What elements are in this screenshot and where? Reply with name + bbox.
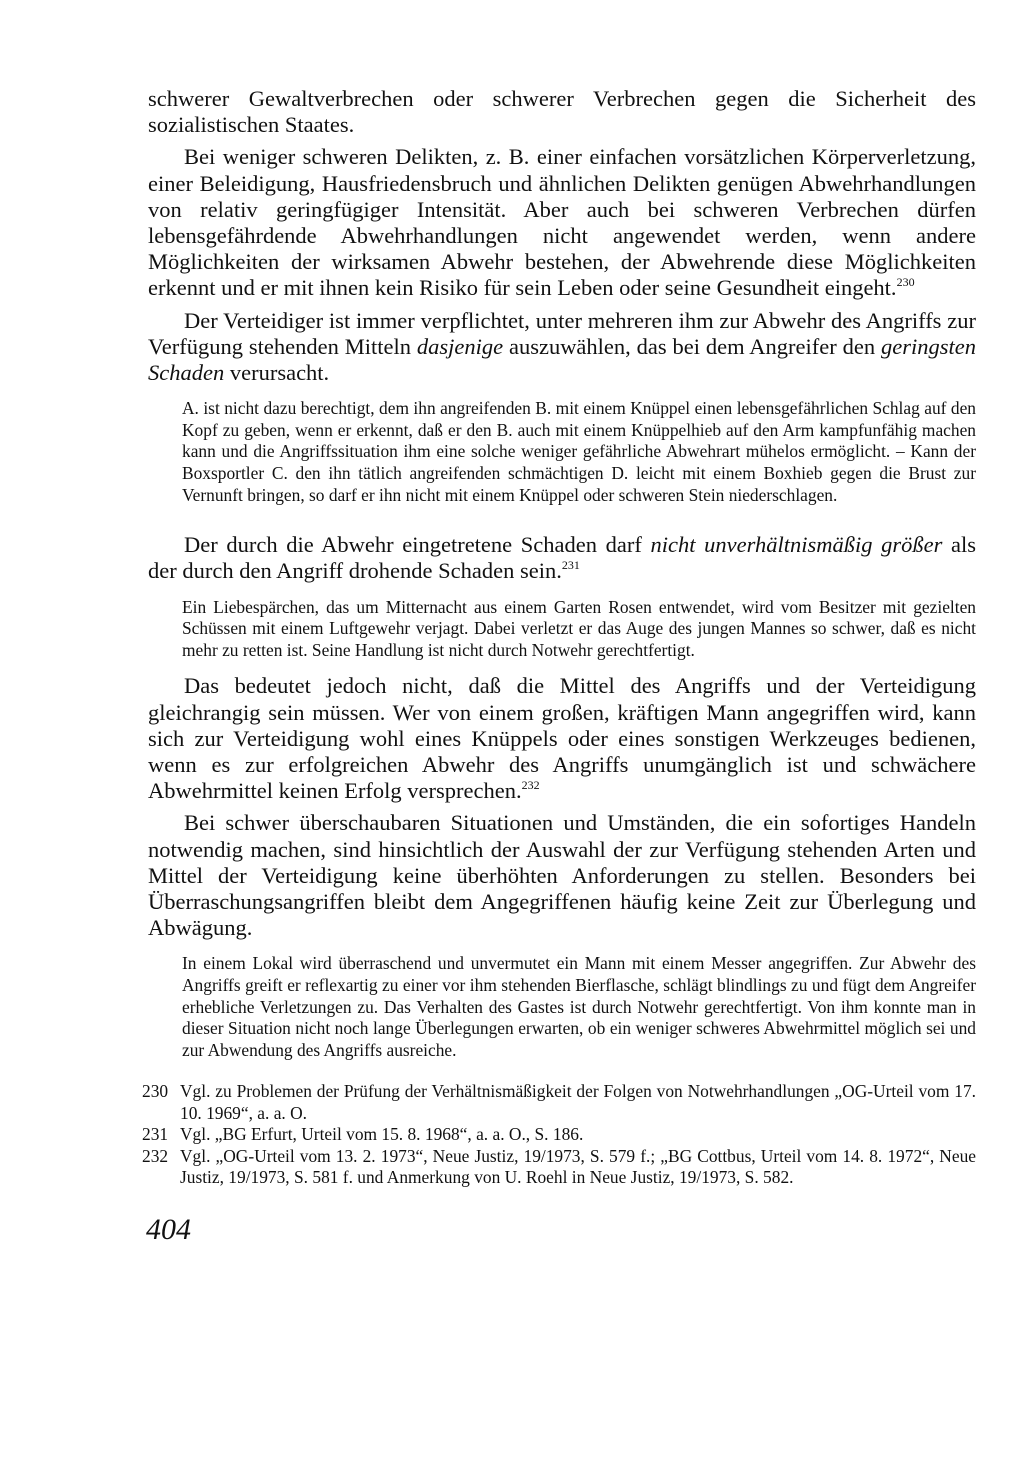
book-page [142,86,976,1247]
example-block [182,597,976,662]
example-text: A. ist nicht dazu berechtigt, dem ihn angreifenden B. mit einem Knüppel einen lebensgefährlichen Schlag auf den Kopf zu geben, wenn er erkennt, daß er den B. auch mit einem Knüppelhieb auf den Arm kampfunfähig machen kann und die Angriffssituation ihm eine solche weniger gefährliche Abwehrart mühelos ermöglicht. – Kann der Boxsportler C. den ihn tätlich angreifenden schmächtigen D. leicht mit einem Boxhieb gegen die Brust zur Vernunft bringen, so darf er ihn nicht mit einem Knüppel oder schweren Stein niederschlagen. [182,398,976,505]
paragraph-text: als der durch den Angriff drohende Schaden sein. [148,532,976,584]
footnote-text: Vgl. „BG Erfurt, Urteil vom 15. 8. 1968“, a. a. O., S. 186. [180,1124,584,1145]
footnote [142,1146,976,1189]
paragraph-text: Das bedeutet jedoch nicht, daß die Mittel des Angriffs und der Verteidigung gleichrangig sein müssen. Wer von einem großen, kräftigen Mann angegriffen wird, kann sich zur Verteidigung wohl eines Knüppels oder eines sonstigen Werkzeuges bedienen, wenn es zur erfolgreichen Abwehr des Angriffs unumgänglich ist und schwächere Abwehrmittel keinen Erfolg versprechen. [148,673,976,804]
paragraph-lesser-offences [148,144,976,301]
emphasis-text: dasjenige [416,333,504,359]
paragraph-continuation [148,86,976,138]
paragraph-text: auszuwählen, das bei dem Angreifer den [503,333,881,359]
footnote-reference: 231 [561,558,580,573]
example-block [182,398,976,506]
paragraph-equal-means [148,673,976,804]
footnotes [142,1081,976,1189]
paragraph-surprise-attacks [148,810,976,941]
paragraph-text: Der durch die Abwehr eingetretene Schaden darf [184,532,651,558]
paragraph-defender-duty [148,308,976,387]
footnote-number: 231 [142,1124,169,1145]
example-block [182,953,976,1061]
emphasis-text: nicht unverhältnismäßig größer [650,532,943,558]
footnote-text: Vgl. „OG-Urteil vom 13. 2. 1973“, Neue Justiz, 19/1973, S. 579 f.; „BG Cottbus, Urteil vom 14. 8. 1972“, Neue Justiz, 19/1973, S. 581 f. und Anmerkung von U. Roehl in Neue Justiz, 19/1973, S. 582. [180,1145,976,1188]
paragraph-text: verursacht. [224,360,330,386]
paragraph-text: Der Verteidiger ist immer verpflichtet, unter mehreren ihm zur Abwehr des Angriffs zur Verfügung stehenden Mitteln [148,307,976,359]
footnote [142,1081,976,1124]
paragraph-text: schwerer Gewaltverbrechen oder schwerer Verbrechen gegen die Sicherheit des sozialistischen Staates. [148,86,976,138]
emphasis-text: geringsten Schaden [148,333,976,386]
footnote [142,1124,976,1146]
paragraph-text: Bei schwer überschaubaren Situationen und Umständen, die ein sofortiges Handeln notwendig machen, sind hinsichtlich der Auswahl der zur Verfügung stehenden Arten und Mittel der Verteidigung keine überhöhten Anforderungen zu stellen. Besonders bei Überraschungsangriffen bleibt dem Angegriffenen häufig keine Zeit zur Überlegung und Abwägung. [148,810,976,941]
page-number: 404 [146,1212,191,1246]
footnote-number: 230 [142,1081,169,1102]
example-text: Ein Liebespärchen, das um Mitternacht aus einem Garten Rosen entwendet, wird vom Besitzer mit gezielten Schüssen mit einem Luftgewehr verjagt. Dabei verletzt er das Auge des jungen Mannes so schwer, daß es nicht mehr zu retten ist. Seine Handlung ist nicht durch Notwehr gerechtfertigt. [182,596,976,660]
paragraph-proportionality [148,532,976,584]
footnote-reference: 230 [896,275,915,290]
example-text: In einem Lokal wird überraschend und unvermutet ein Mann mit einem Messer angegriffen. Zur Abwehr des Angriffs greift er reflexartig zu einer vor ihm stehenden Bierflasche, schlägt blindlings zu und fügt dem Angreifer erhebliche Verletzungen zu. Das Verhalten des Gastes ist durch Notwehr gerechtfertigt. Von ihm konnte man in dieser Situation nicht noch lange Überlegungen erwarten, ob ein weniger schweres Abwehrmittel möglich sei und zur Abwendung des Angriffs ausreiche. [182,953,976,1060]
footnote-text: Vgl. zu Problemen der Prüfung der Verhältnismäßigkeit der Folgen von Notwehrhandlungen „OG-Urteil vom 17. 10. 1969“, a. a. O. [180,1081,976,1123]
paragraph-text: Bei weniger schweren Delikten, z. B. einer einfachen vorsätzlichen Körperverletzung, einer Beleidigung, Hausfriedensbruch und ähnlichen Delikten genügen Abwehrhandlungen von relativ geringfügiger Intensität. Aber auch bei schweren Verbrechen dürfen lebensgefährdende Abwehrhandlungen nicht angewendet werden, wenn andere Möglichkeiten der wirksamen Abwehr bestehen, der Abwehrende diese Möglichkeiten erkennt und er mit ihnen kein Risiko für sein Leben oder seine Gesundheit eingeht. [148,144,976,301]
footnote-reference: 232 [521,778,540,793]
footnote-number: 232 [142,1145,169,1166]
